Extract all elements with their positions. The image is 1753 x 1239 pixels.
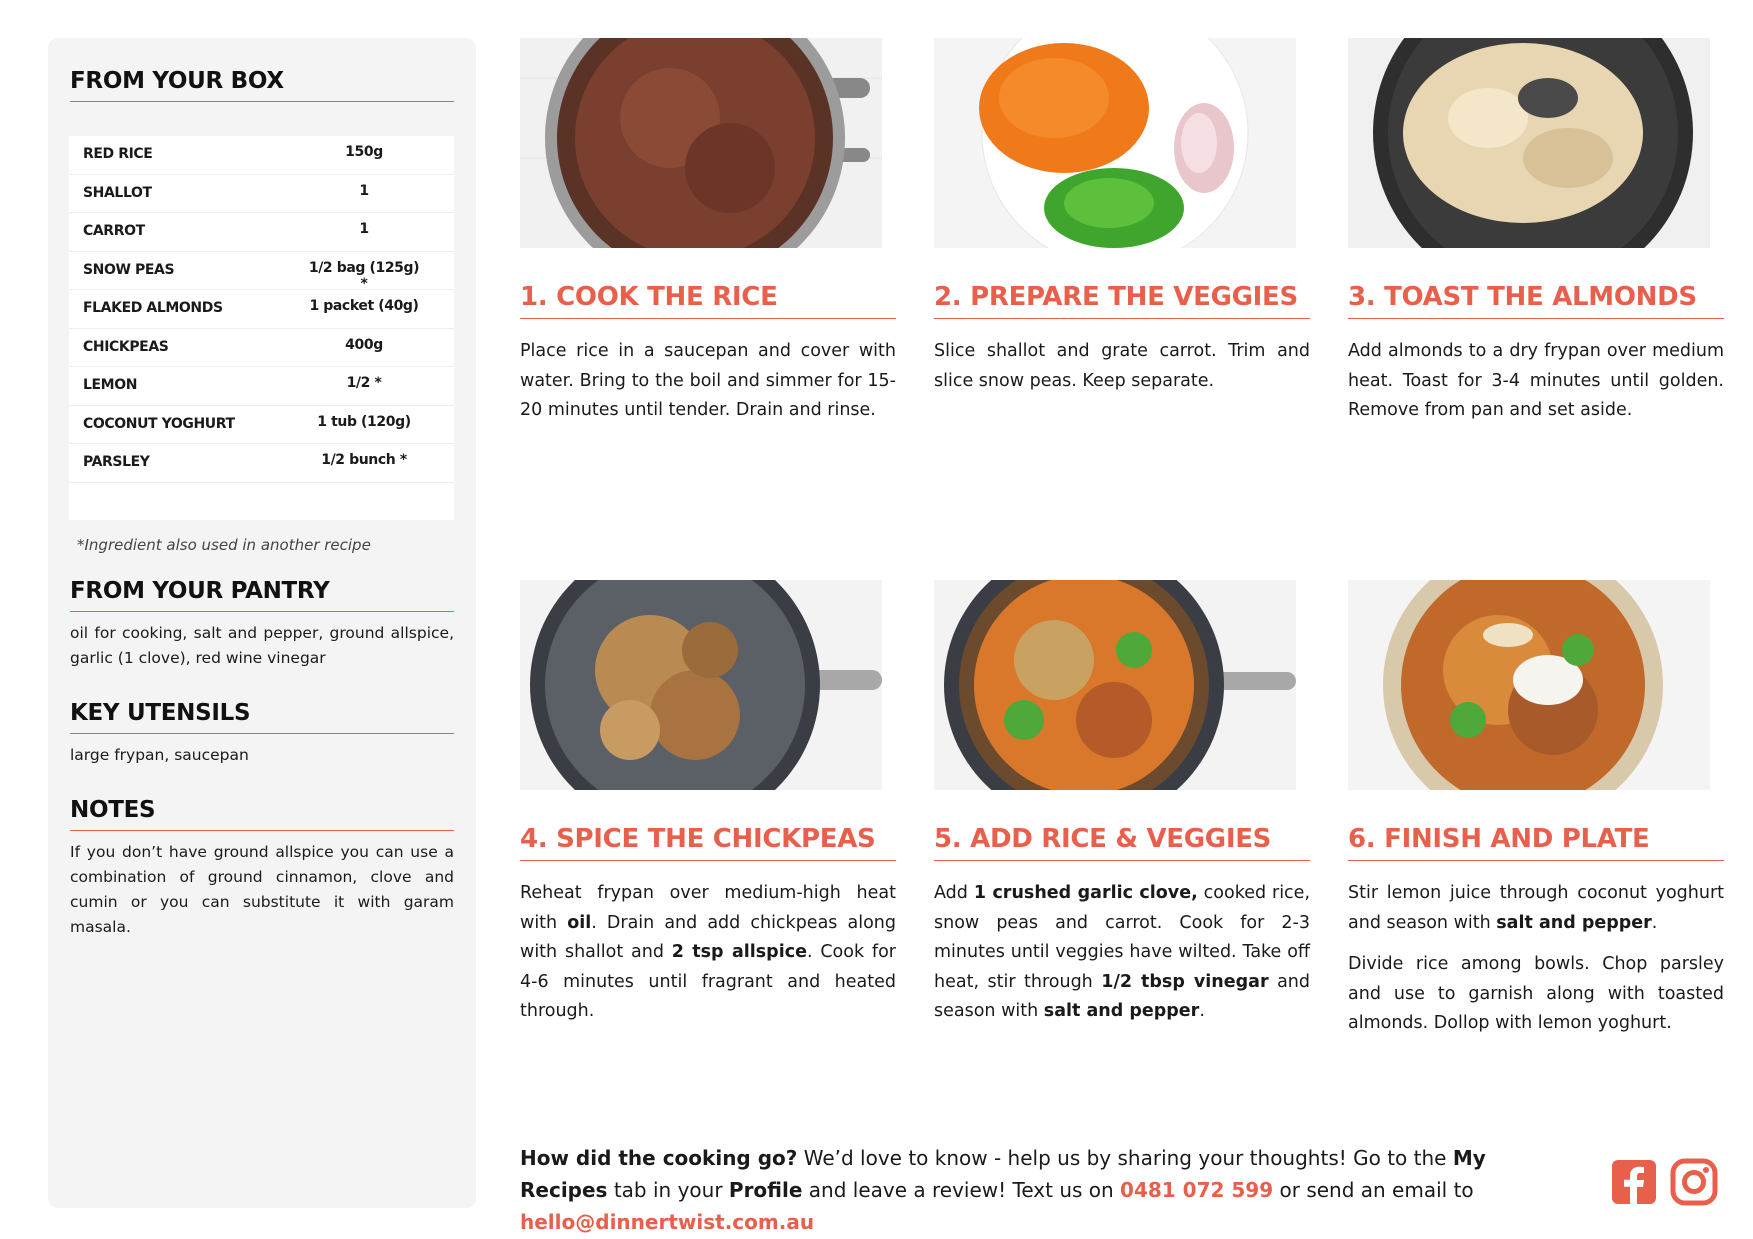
from-your-box-heading: FROM YOUR BOX [70, 68, 454, 102]
step-3-title: 3. TOAST THE ALMONDS [1348, 282, 1724, 319]
feedback-footer [520, 1142, 1580, 1238]
footer-text-2: tab in your [607, 1178, 729, 1202]
footer-my-recipes: My Recipes [520, 1146, 1486, 1202]
almonds-in-frypan-photo [1348, 38, 1710, 248]
step-6-title: 6. FINISH AND PLATE [1348, 824, 1724, 861]
step-text-run: . [1651, 912, 1658, 933]
ingredient-row [69, 329, 454, 368]
footer-text-4: or send an email to [1273, 1178, 1474, 1202]
step-text-run: Add almonds to a dry frypan over medium heat. Toast for 3-4 minutes until golden. Remove from pan and set aside. [1348, 341, 1724, 420]
ingredient-name: PARSLEY [83, 454, 150, 470]
step-3-text [1348, 337, 1724, 438]
step-text-run: Divide rice among bowls. Chop parsley and use to garnish along with toasted almonds. Dollop with lemon yoghurt. [1348, 954, 1724, 1033]
ingredient-name: SHALLOT [83, 184, 152, 201]
ingredient-row [69, 367, 454, 406]
step-bold-text: salt and pepper [1043, 1001, 1200, 1021]
step-text-run: Place rice in a saucepan and cover with water. Bring to the boil and simmer for 15-20 minutes until tender. Drain and rinse. [520, 341, 896, 420]
step-bold-text: 2 tsp allspice [671, 942, 807, 962]
instagram-icon[interactable] [1670, 1158, 1718, 1206]
facebook-icon[interactable] [1610, 1158, 1658, 1206]
step-text-run: Add [934, 883, 974, 903]
ingredient-quantity: 1/2 bunch * [321, 452, 407, 468]
rice-veggies-frypan-photo [934, 580, 1296, 790]
step-paragraph [1348, 879, 1724, 938]
sidebar-panel [48, 38, 476, 1208]
step-bold-text: oil [567, 912, 592, 933]
notes-text: If you don’t have ground allspice you can use a combination of ground cinnamon, clove and cumin or you can substitute it with garam masala. [70, 843, 454, 936]
notes-heading: NOTES [70, 797, 454, 831]
step-6-text [1348, 879, 1724, 1051]
footer-question: How did the cooking go? [520, 1146, 798, 1170]
pantry-text: oil for cooking, salt and pepper, ground allspice, garlic (1 clove), red wine vinegar [70, 624, 454, 667]
step-text-run: and season with [934, 971, 1310, 1021]
step-text-run: . [1199, 1001, 1205, 1021]
utensils-text: large frypan, saucepan [70, 746, 249, 764]
carrot-shallot-snowpeas-plate-photo [934, 38, 1296, 248]
step-bold-text: 1/2 tbsp vinegar [1101, 971, 1269, 992]
red-rice-in-sieve-photo [520, 38, 882, 248]
ingredient-footnote: *Ingredient also used in another recipe [77, 536, 371, 554]
step-1-title: 1. COOK THE RICE [520, 282, 896, 319]
ingredient-row [69, 213, 454, 252]
ingredient-name: CARROT [83, 223, 145, 239]
step-paragraph [520, 337, 896, 426]
ingredient-quantity: 1/2 bag (125g) * [308, 259, 420, 292]
step-text-run: . Drain and add chickpeas along with shallot and [520, 912, 896, 962]
ingredient-name: CHICKPEAS [83, 338, 169, 355]
key-utensils-heading: KEY UTENSILS [70, 700, 454, 734]
ingredient-row [69, 175, 454, 214]
step-bold-text: salt and pepper [1496, 912, 1652, 933]
ingredient-quantity: 1 packet (40g) [309, 298, 419, 314]
ingredient-quantity: 150g [345, 144, 383, 160]
ingredients-table [69, 136, 454, 520]
finished-bowl-photo [1348, 580, 1710, 790]
step-4-text [520, 879, 896, 1039]
step-4-title: 4. SPICE THE CHICKPEAS [520, 824, 896, 861]
ingredient-row [69, 406, 454, 445]
ingredient-row [69, 252, 454, 291]
step-paragraph [934, 879, 1310, 1027]
ingredient-name: LEMON [83, 377, 138, 393]
ingredient-name: RED RICE [83, 146, 153, 162]
step-text-run: Stir lemon juice through coconut yoghurt and season with [1348, 883, 1724, 933]
ingredient-quantity: 1 [359, 182, 369, 199]
footer-phone-link[interactable]: 0481 072 599 [1120, 1178, 1274, 1202]
step-2-text [934, 337, 1310, 408]
step-text-run: cooked rice, snow peas and carrot. Cook for 2-3 minutes until veggies have wilted. Take off heat, stir through [934, 883, 1311, 992]
step-paragraph [934, 337, 1310, 396]
ingredient-name: COCONUT YOGHURT [83, 415, 235, 432]
step-1-text [520, 337, 896, 438]
step-paragraph [1348, 337, 1724, 426]
footer-email-link[interactable]: hello@dinnertwist.com.au [520, 1210, 815, 1234]
step-5-title: 5. ADD RICE & VEGGIES [934, 824, 1310, 861]
step-5-text [934, 879, 1310, 1039]
ingredient-quantity: 1 tub (120g) [317, 413, 411, 430]
step-text-run: Reheat frypan over medium-high heat with [520, 883, 896, 933]
ingredient-row [69, 444, 454, 483]
footer-text-3: and leave a review! Text us on [802, 1178, 1121, 1202]
step-paragraph [520, 879, 896, 1027]
step-paragraph [1348, 950, 1724, 1039]
step-text-run: . Cook for 4-6 minutes until fragrant and heated through. [520, 942, 896, 1021]
ingredient-quantity: 1/2 * [346, 375, 382, 391]
ingredient-row-empty [69, 483, 454, 520]
step-text-run: Slice shallot and grate carrot. Trim and slice snow peas. Keep separate. [934, 341, 1310, 391]
footer-profile: Profile [728, 1178, 803, 1202]
from-your-pantry-heading: FROM YOUR PANTRY [70, 578, 454, 612]
ingredient-row [69, 290, 454, 329]
ingredient-quantity: 400g [345, 336, 383, 353]
step-2-title: 2. PREPARE THE VEGGIES [934, 282, 1310, 319]
ingredient-row [69, 136, 454, 175]
ingredient-quantity: 1 [359, 221, 369, 237]
ingredient-name: SNOW PEAS [83, 261, 175, 278]
step-bold-text: 1 crushed garlic clove, [973, 883, 1198, 903]
footer-text-1: We’d love to know - help us by sharing your thoughts! Go to the [797, 1146, 1453, 1170]
ingredient-name: FLAKED ALMONDS [83, 300, 223, 316]
chickpeas-in-frypan-photo [520, 580, 882, 790]
